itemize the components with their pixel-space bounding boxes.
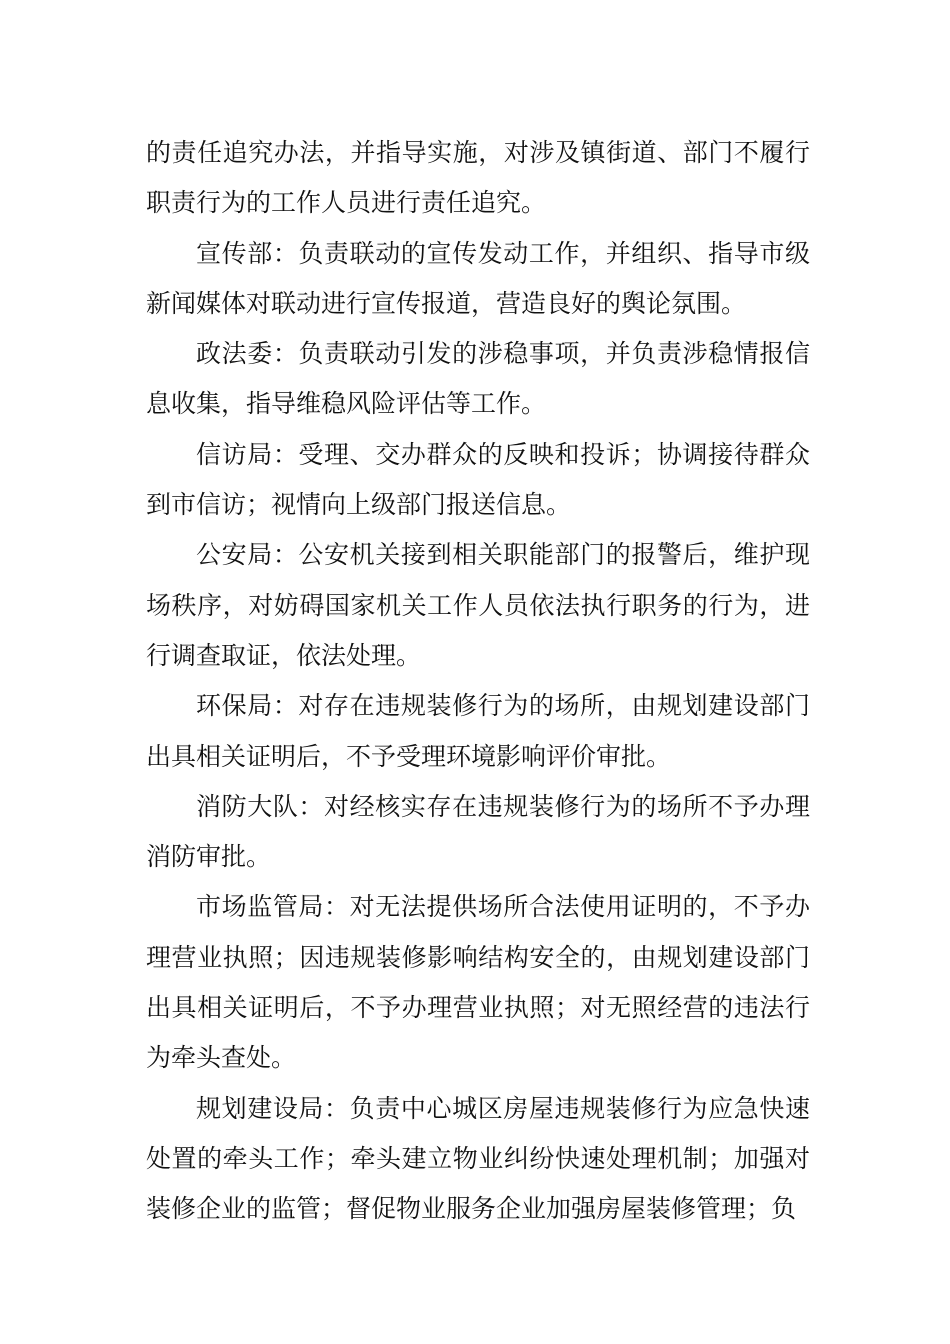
paragraph-fire-brigade: 消防大队：对经核实存在违规装修行为的场所不予办理消防审批。 [146,791,810,872]
document-body [146,128,810,1235]
paragraph-publicity-department: 宣传部：负责联动的宣传发动工作，并组织、指导市级新闻媒体对联动进行宣传报道，营造良好的舆论氛围。 [146,238,810,318]
paragraph-planning-construction-bureau: 规划建设局：负责中心城区房屋违规装修行为应急快速处置的牵头工作；牵头建立物业纠纷快速处理机制；加强对装修企业的监管；督促物业服务企业加强房屋装修管理；负 [146,1093,810,1224]
paragraph-petition-bureau: 信访局：受理、交办群众的反映和投诉；协调接待群众到市信访；视情向上级部门报送信息。 [146,439,810,520]
paragraph-public-security-bureau: 公安局：公安机关接到相关职能部门的报警后，维护现场秩序，对妨碍国家机关工作人员依法执行职务的行为，进行调查取证，依法处理。 [146,540,810,670]
paragraph-environmental-bureau: 环保局：对存在违规装修行为的场所，由规划建设部门出具相关证明后，不予受理环境影响评价审批。 [146,691,810,771]
paragraph-continuation: 的责任追究办法，并指导实施，对涉及镇街道、部门不履行职责行为的工作人员进行责任追究。 [146,138,810,218]
paragraph-market-supervision-bureau: 市场监管局：对无法提供场所合法使用证明的，不予办理营业执照；因违规装修影响结构安全的，由规划建设部门出具相关证明后，不予办理营业执照；对无照经营的违法行为牵头查处。 [146,892,810,1073]
paragraph-political-legal-committee: 政法委：负责联动引发的涉稳事项，并负责涉稳情报信息收集，指导维稳风险评估等工作。 [146,339,810,419]
